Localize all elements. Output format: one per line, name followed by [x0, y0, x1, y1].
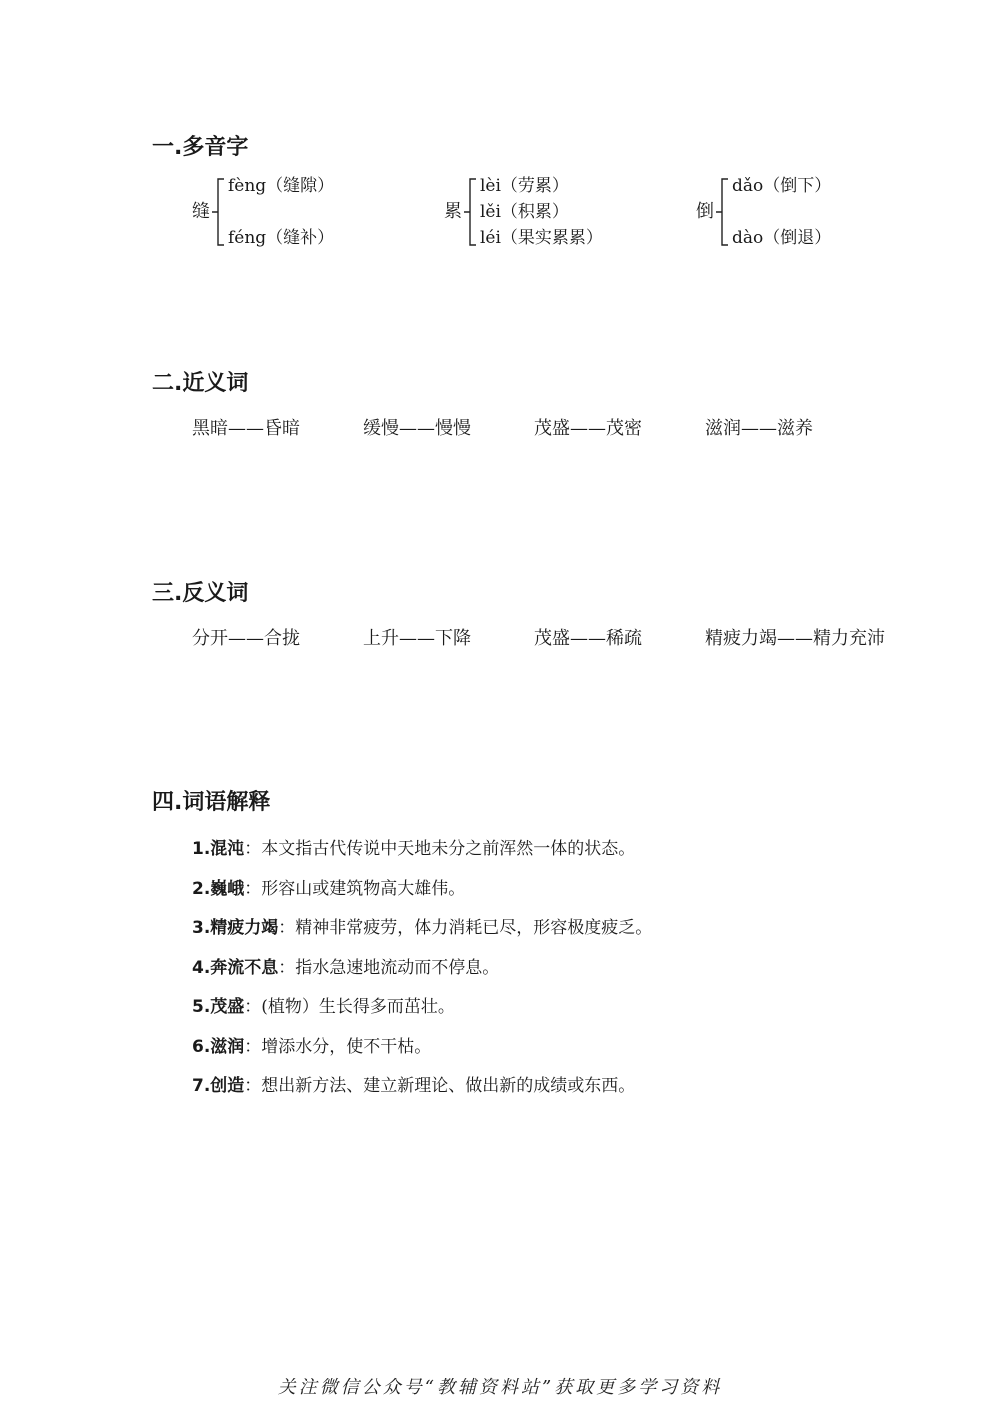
footer-note: 关注微信公众号“教辅资料站”获取更多学习资料	[277, 1377, 723, 1398]
definition-text: ：增添水分，使不干枯。	[244, 1036, 432, 1057]
antonym-pair: 分开——合拢	[192, 628, 300, 649]
definition-item	[192, 994, 652, 1034]
antonym-pair: 茂盛——稀疏	[534, 628, 642, 649]
definition-item	[192, 1034, 652, 1074]
reading: dǎo（倒下）	[732, 176, 832, 196]
definition-number: 6.	[192, 1036, 211, 1057]
definition-number: 1.	[192, 839, 211, 859]
synonym-pair: 缓慢——慢慢	[363, 418, 471, 439]
brace-icon	[716, 178, 730, 246]
definition-term: 奔流不息	[210, 957, 279, 978]
synonym-pair: 滋润——滋养	[705, 418, 813, 439]
definition-number: 5.	[192, 997, 211, 1017]
reading: dào（倒退）	[732, 228, 832, 248]
reading: lèi（劳累）	[480, 176, 569, 196]
polyphonic-group-lei	[444, 174, 664, 254]
reading: fèng（缝隙）	[228, 176, 335, 196]
synonym-pair: 黑暗——昏暗	[192, 418, 300, 439]
polyphonic-char: 累	[444, 201, 462, 222]
brace-icon	[464, 178, 478, 246]
polyphonic-group-dao	[696, 174, 896, 254]
reading: lěi（积累）	[480, 202, 569, 222]
polyphonic-char: 倒	[696, 201, 714, 222]
definition-item	[192, 955, 652, 995]
definition-term: 创造	[210, 1076, 245, 1096]
definition-list	[192, 836, 652, 1113]
definition-text: ：想出新方法、建立新理论、做出新的成绩或东西。	[244, 1076, 636, 1096]
brace-icon	[212, 178, 226, 246]
definition-text: ：(植物）生长得多而茁壮。	[244, 997, 455, 1017]
definition-text: ：精神非常疲劳，体力消耗已尽，形容极度疲乏。	[278, 918, 653, 938]
definition-term: 精疲力竭	[210, 918, 279, 938]
definition-number: 3.	[192, 918, 211, 938]
section-title-synonyms: 二.近义词	[152, 371, 249, 396]
definition-item	[192, 876, 652, 916]
definition-term: 混沌	[210, 839, 245, 859]
section-title-definitions: 四.词语解释	[152, 790, 271, 815]
antonym-pair: 精疲力竭——精力充沛	[705, 628, 885, 649]
polyphonic-char: 缝	[192, 201, 210, 222]
polyphonic-group-feng	[192, 174, 392, 254]
synonym-pair: 茂盛——茂密	[534, 418, 642, 439]
definition-term: 茂盛	[210, 997, 245, 1017]
definition-number: 2.	[192, 878, 211, 899]
definition-term: 滋润	[210, 1036, 245, 1057]
section-title-polyphonic: 一.多音字	[152, 135, 249, 160]
definition-item	[192, 836, 652, 876]
definition-term: 巍峨	[210, 878, 245, 899]
definition-text: ：形容山或建筑物高大雄伟。	[244, 878, 466, 899]
definition-text: ：指水急速地流动而不停息。	[278, 957, 500, 978]
definition-item	[192, 1073, 652, 1113]
definition-text: ：本文指古代传说中天地未分之前浑然一体的状态。	[244, 839, 636, 859]
reading: léi（果实累累）	[480, 228, 603, 248]
definition-item	[192, 915, 652, 955]
definition-number: 7.	[192, 1076, 211, 1096]
definition-number: 4.	[192, 957, 211, 978]
antonym-pair: 上升——下降	[363, 628, 471, 649]
reading: féng（缝补）	[228, 228, 335, 248]
section-title-antonyms: 三.反义词	[152, 581, 249, 606]
